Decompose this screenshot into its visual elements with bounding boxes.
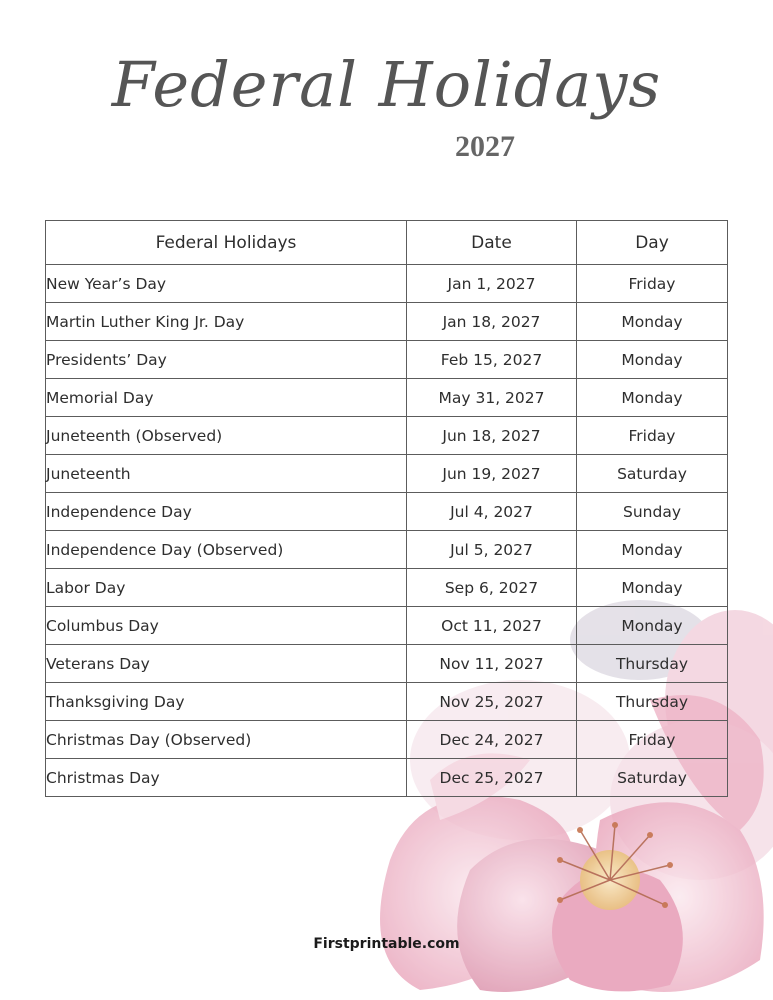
- holiday-day: Friday: [577, 417, 728, 455]
- holiday-day: Friday: [577, 721, 728, 759]
- holiday-day: Thursday: [577, 645, 728, 683]
- document-title: Federal Holidays: [111, 48, 662, 121]
- holiday-date: Nov 11, 2027: [407, 645, 577, 683]
- holiday-day: Saturday: [577, 759, 728, 797]
- holiday-name: Independence Day (Observed): [46, 531, 407, 569]
- table-row: [46, 607, 728, 645]
- table-row: [46, 455, 728, 493]
- column-header-day: Day: [577, 221, 728, 265]
- holiday-day: Monday: [577, 607, 728, 645]
- holiday-name: Juneteenth (Observed): [46, 417, 407, 455]
- holiday-date: Dec 24, 2027: [407, 721, 577, 759]
- holiday-day: Friday: [577, 265, 728, 303]
- holiday-date: Feb 15, 2027: [407, 341, 577, 379]
- footer-site-credit: Firstprintable.com: [313, 936, 460, 952]
- holiday-date: Nov 25, 2027: [407, 683, 577, 721]
- table-row: [46, 303, 728, 341]
- table-row: [46, 493, 728, 531]
- table-row: [46, 417, 728, 455]
- table-row: [46, 569, 728, 607]
- table-row: [46, 721, 728, 759]
- holiday-day: Saturday: [577, 455, 728, 493]
- holiday-name: Presidents’ Day: [46, 341, 407, 379]
- holiday-name: Martin Luther King Jr. Day: [46, 303, 407, 341]
- holiday-day: Monday: [577, 303, 728, 341]
- holiday-date: Jun 19, 2027: [407, 455, 577, 493]
- holiday-name: Memorial Day: [46, 379, 407, 417]
- holiday-name: Christmas Day (Observed): [46, 721, 407, 759]
- holiday-date: Jul 5, 2027: [407, 531, 577, 569]
- holiday-date: Jan 18, 2027: [407, 303, 577, 341]
- table-row: [46, 341, 728, 379]
- holiday-date: Jun 18, 2027: [407, 417, 577, 455]
- holiday-name: Labor Day: [46, 569, 407, 607]
- document-year: 2027: [455, 130, 515, 163]
- holiday-date: Oct 11, 2027: [407, 607, 577, 645]
- holiday-date: Dec 25, 2027: [407, 759, 577, 797]
- table-row: [46, 683, 728, 721]
- holiday-date: Jan 1, 2027: [407, 265, 577, 303]
- holiday-name: Juneteenth: [46, 455, 407, 493]
- holiday-name: Christmas Day: [46, 759, 407, 797]
- table-row: [46, 265, 728, 303]
- column-header-date: Date: [407, 221, 577, 265]
- holiday-day: Monday: [577, 569, 728, 607]
- table-row: [46, 645, 728, 683]
- holiday-day: Thursday: [577, 683, 728, 721]
- table-row: [46, 531, 728, 569]
- table-header-row: [46, 221, 728, 265]
- holiday-day: Monday: [577, 379, 728, 417]
- holiday-name: Thanksgiving Day: [46, 683, 407, 721]
- holiday-date: May 31, 2027: [407, 379, 577, 417]
- holiday-name: Independence Day: [46, 493, 407, 531]
- holiday-day: Monday: [577, 531, 728, 569]
- holiday-name: New Year’s Day: [46, 265, 407, 303]
- holiday-day: Monday: [577, 341, 728, 379]
- table-row: [46, 759, 728, 797]
- table-row: [46, 379, 728, 417]
- holiday-date: Sep 6, 2027: [407, 569, 577, 607]
- holiday-name: Columbus Day: [46, 607, 407, 645]
- holidays-table: [45, 220, 728, 797]
- holiday-day: Sunday: [577, 493, 728, 531]
- column-header-holiday: Federal Holidays: [46, 221, 407, 265]
- holiday-date: Jul 4, 2027: [407, 493, 577, 531]
- holiday-name: Veterans Day: [46, 645, 407, 683]
